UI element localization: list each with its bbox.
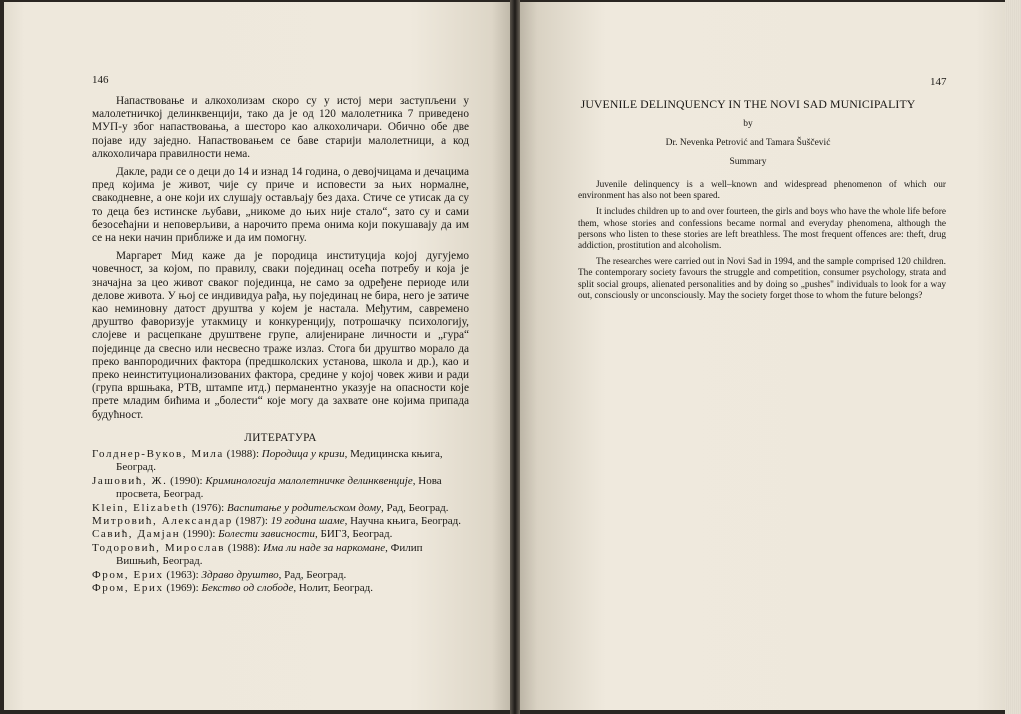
reference-publisher: , БИГЗ, Београд. (315, 528, 393, 541)
reference-year: (1990): (167, 474, 206, 487)
page-edges (1005, 0, 1021, 714)
reference-title: Бекство од слободе (201, 582, 294, 595)
reference-item (92, 569, 469, 582)
reference-title: Породица у кризи (261, 448, 345, 460)
summary-text (578, 180, 946, 307)
reference-title: Има ли наде за наркомане (262, 541, 386, 554)
summary-paragraph: The researches were carried out in Novi Sad in 1994, and the sample comprised 120 children. The contemporary society favours the struggle and competition, consumer psychology, strata and split social groups, alienated personalities and by doing so „pushes" individuals to look for a way out, consciously or unconsciously. May the society forget those to whom the future belongs? (578, 257, 946, 301)
reference-publisher: , Нолит, Београд. (293, 582, 374, 595)
reference-author: Klein, Elizabeth (92, 501, 190, 514)
reference-year: (1987): (232, 515, 271, 528)
left-body-text (92, 95, 469, 427)
reference-publisher: , Научна књига, Београд. (344, 515, 461, 528)
reference-author: Голднер-Вуков, Мила (92, 448, 224, 460)
reference-item (92, 582, 469, 595)
reference-author: Савић, Дамјан (92, 528, 181, 541)
reference-item (92, 475, 469, 502)
reference-title: Здраво друштво (201, 568, 279, 581)
left-page-number: 146 (92, 74, 109, 86)
reference-publisher: , Филип Вишњић, Београд. (116, 541, 423, 568)
reference-item (92, 502, 469, 515)
reference-title: 19 година шаме (270, 515, 345, 528)
reference-title: Криминологија малолетничке делинквенције (205, 474, 413, 487)
reference-year: (1963): (163, 568, 202, 581)
literature-heading: ЛИТЕРАТУРА (244, 432, 317, 444)
reference-author: Фром, Ерих (92, 582, 164, 595)
reference-publisher: , Рад, Београд. (380, 501, 449, 514)
left-paragraph: Дакле, ради се о деци до 14 и изнад 14 година, о девојчицама и дечацима пред којима је живот, чије су приче и исповести за њих нормалне, свакодневне, а оне који их слушају остављају без даха. Стиче се утисак да су то деца без истинске љубави, „никоме до њих није стало“, зато су и сами безосећајни и неповерљиви, а нарочито према онима који покушавају да им се на неки начин приближе и да им помогну. (92, 166, 469, 245)
reference-year: (1988): (223, 448, 262, 460)
reference-publisher: , Нова просвета, Београд. (116, 474, 442, 501)
reference-list (92, 448, 469, 595)
reference-publisher: , Медицинска књига, Београд. (116, 448, 443, 474)
right-page-number: 147 (930, 76, 947, 88)
reference-item (92, 448, 469, 475)
summary-heading: Summary (729, 157, 767, 167)
left-paragraph: Маргарет Мид каже да је породица институција којој дугујемо човечност, за којом, по правилу, сваки појединац осећа потребу и која је значајна за цео живот сваког појединца, не само за одређене периоде или делове живота. У њој се индивидуа рађа, њу појединац не бира, него је затиче као неминовну датост друштва у којем је настала. Међутим, савремено друштво фаворизује утакмицу и конкуренцију, потрошачку психологију, слојеве и расцепкане друштвене групе, алијениране личности и „гура“ појединце да свесно или несвесно траже излаз. Стога би друштво морало да преко ванпородичних фактора (предшколских установа, школа и др.), као и преко неинституционализованих фактора, средине у којој човек живи и ради (група вршњака, РТВ, штампе итд.) перманентно указује на опасности које прете младим бићима и „болести“ које могу да захвате оне којима припада будућност. (92, 250, 469, 421)
summary-paragraph: Juvenile delinquency is a well–known and widespread phenomenon of which our environment has also not been spared. (578, 180, 946, 202)
article-title: JUVENILE DELINQUENCY IN THE NOVI SAD MUNICIPALITY (580, 97, 916, 111)
reference-item (92, 542, 469, 569)
reference-title: Болести зависности (218, 528, 316, 541)
reference-publisher: , Рад, Београд. (278, 568, 347, 581)
reference-year: (1976): (189, 501, 227, 514)
byline-by: by (743, 119, 753, 129)
left-paragraph: Напаствовање и алкохолизам скоро су у истој мери заступљени у малолетничкој делинквенцији, тако да је од 120 малолетника 7 приведено МУП-у због напаствовања, а шесторо као алкохоличари. Обично обе две појаве иду заједно. Напаствовањем се баве старији малолетници, а код алкохоличара правилности нема. (92, 95, 469, 160)
reference-year: (1988): (225, 541, 263, 554)
reference-item (92, 515, 469, 528)
reference-author: Јашовић, Ж. (92, 474, 168, 487)
reference-year: (1990): (180, 528, 219, 541)
book-gutter (510, 0, 520, 714)
reference-title: Васпитање у родитељском дому (226, 501, 381, 514)
article-authors: Dr. Nevenka Petrović and Tamara Šuščević (665, 138, 831, 148)
reference-year: (1969): (163, 582, 202, 595)
reference-item (92, 528, 469, 541)
reference-author: Тодоровић, Мирослав (92, 541, 226, 554)
reference-author: Митровић, Александар (92, 515, 233, 528)
summary-paragraph: It includes children up to and over fourteen, the girls and boys who have the whole life before them, whose stories and confessions became normal and everyday phenomena, although the persons who listen to these stories are left breathless. The most frequent offences are: theft, drug addiction, prostitution and alcoholism. (578, 207, 946, 252)
reference-author: Фром, Ерих (92, 568, 164, 581)
